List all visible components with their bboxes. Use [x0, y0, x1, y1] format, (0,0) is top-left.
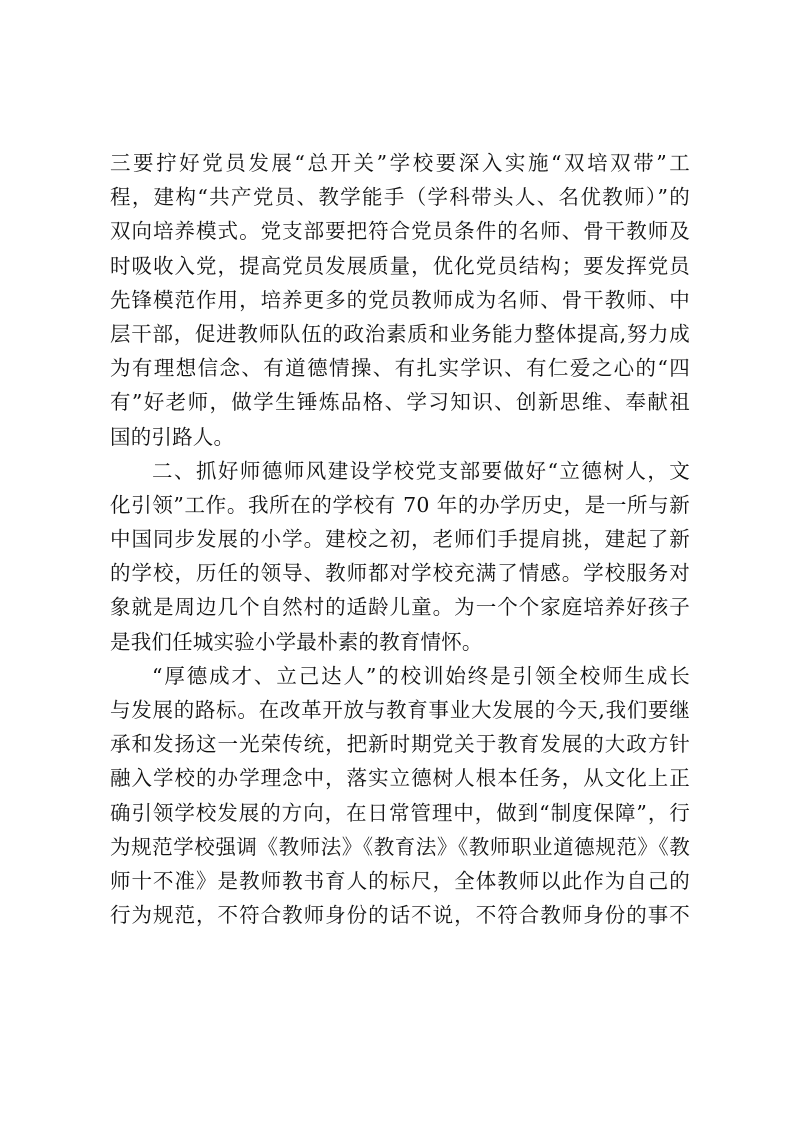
text-line: 二、抓好师德师风建设学校党支部要做好“立德树人，文 [152, 458, 690, 483]
text-line: 为有理想信念、有道德情操、有扎实学识、有仁爱之心的“四 [110, 356, 690, 381]
text-line: 有”好老师，做学生锤炼品格、学习知识、创新思维、奉献祖 [110, 390, 690, 415]
text-line: 时吸收入党，提高党员发展质量，优化党员结构；要发挥党员 [110, 253, 690, 278]
text-line: 承和发扬这一光荣传统，把新时期党关于教育发展的大政方针 [110, 732, 690, 757]
text-line: 程，建构“共产党员、教学能手（学科带头人、名优教师）”的 [110, 185, 690, 210]
text-line: 为规范学校强调《教师法》《教育法》《教师职业道德规范》《教 [110, 834, 690, 859]
text-line: 层干部，促进教师队伍的政治素质和业务能力整体提高,努力成 [110, 321, 690, 346]
text-line: 是我们任城实验小学最朴素的教育情怀。 [110, 629, 483, 654]
text-line: 象就是周边几个自然村的适龄儿童。为一个个家庭培养好孩子 [110, 595, 690, 620]
text-line: 三要拧好党员发展“总开关”学校要深入实施“双培双带”工 [110, 151, 690, 175]
text-line: 与发展的路标。在改革开放与教育事业大发展的今天,我们要继 [110, 698, 690, 722]
document-body [110, 146, 690, 932]
text-line: 的学校，历任的领导、教师都对学校充满了情感。学校服务对 [110, 561, 690, 586]
text-line: 行为规范，不符合教师身份的话不说，不符合教师身份的事不 [110, 903, 690, 928]
text-line: 双向培养模式。党支部要把符合党员条件的名师、骨干教师及 [110, 219, 690, 244]
text-line: 国的引路人。 [110, 424, 235, 449]
text-line: “厚德成才、立己达人”的校训始终是引领全校师生成长 [152, 663, 690, 688]
text-line: 师十不准》是教师教书育人的标尺，全体教师以此作为自己的 [110, 868, 690, 893]
text-line: 化引领”工作。我所在的学校有 70 年的办学历史，是一所与新 [110, 492, 690, 517]
text-line: 先锋模范作用，培养更多的党员教师成为名师、骨干教师、中 [110, 287, 690, 312]
text-line: 确引领学校发展的方向，在日常管理中，做到“制度保障”，行 [110, 800, 690, 825]
text-line: 中国同步发展的小学。建校之初，老师们手提肩挑，建起了新 [110, 527, 690, 552]
text-line: 融入学校的办学理念中，落实立德树人根本任务，从文化上正 [110, 766, 690, 791]
